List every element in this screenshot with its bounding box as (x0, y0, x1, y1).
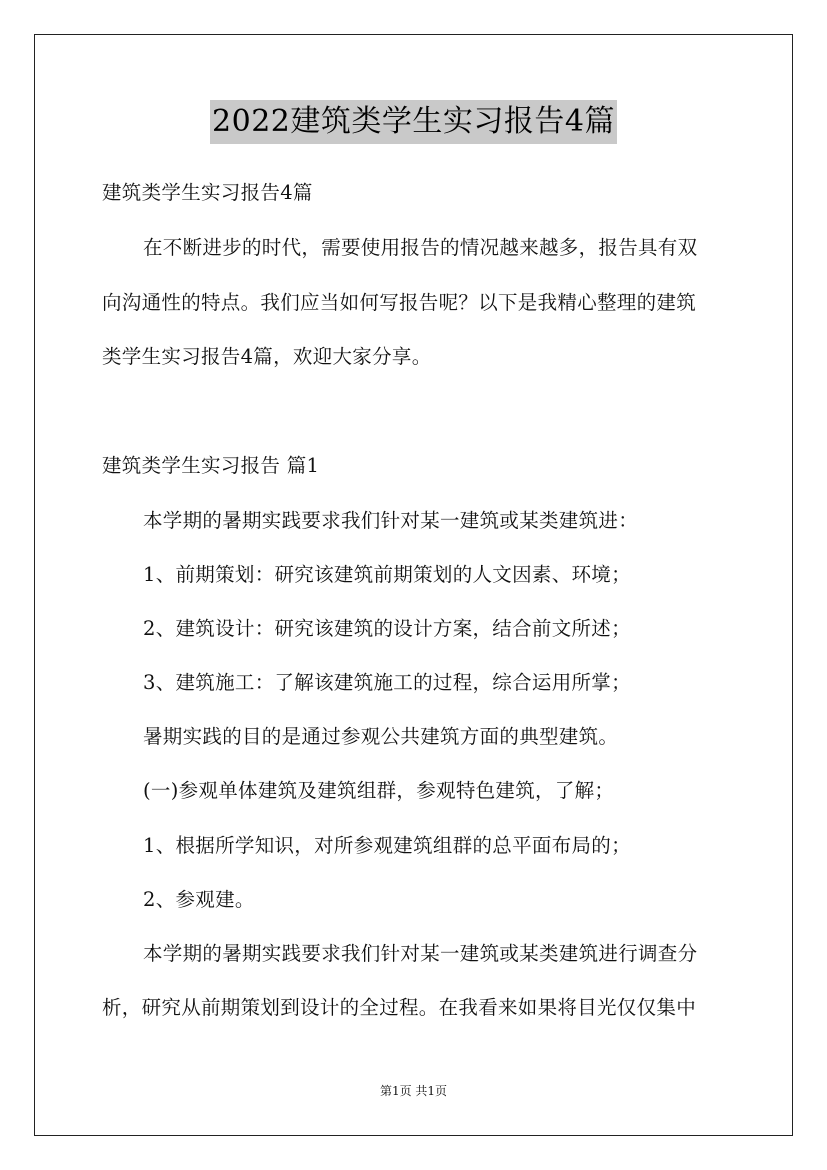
paragraph-line: (一)参观单体建筑及建筑组群，参观特色建筑，了解； (143, 779, 615, 802)
paragraph-line: 2、参观建。 (143, 888, 255, 911)
paragraph-line: 本学期的暑期实践要求我们针对某一建筑或某类建筑进行调查分 (143, 942, 698, 965)
paragraph-line: 暑期实践的目的是通过参观公共建筑方面的典型建筑。 (143, 725, 619, 748)
paragraph-line: 类学生实习报告4篇，欢迎大家分享。 (102, 345, 432, 368)
paragraph-line: 本学期的暑期实践要求我们针对某一建筑或某类建筑进： (143, 509, 639, 532)
page-footer: 第1页 共1页 (379, 1084, 448, 1098)
paragraph-line: 向沟通性的特点。我们应当如何写报告呢？以下是我精心整理的建筑 (102, 291, 697, 314)
paragraph-line: 3、建筑施工：了解该建筑施工的过程，综合运用所掌； (143, 671, 631, 694)
paragraph-line: 1、根据所学知识，对所参观建筑组群的总平面布局的； (143, 834, 631, 857)
document-title: 2022建筑类学生实习报告4篇 (210, 100, 617, 144)
paragraph-line: 析，研究从前期策划到设计的全过程。在我看来如果将目光仅仅集中 (102, 996, 697, 1019)
title-container (0, 100, 827, 144)
paragraph-line: 在不断进步的时代，需要使用报告的情况越来越多，报告具有双 (143, 236, 698, 259)
paragraph-line: 2、建筑设计：研究该建筑的设计方案，结合前文所述； (143, 617, 631, 640)
subtitle-line: 建筑类学生实习报告4篇 (102, 181, 313, 204)
paragraph-line: 1、前期策划：研究该建筑前期策划的人文因素、环境； (143, 563, 631, 586)
section-heading: 建筑类学生实习报告 篇1 (102, 454, 320, 477)
